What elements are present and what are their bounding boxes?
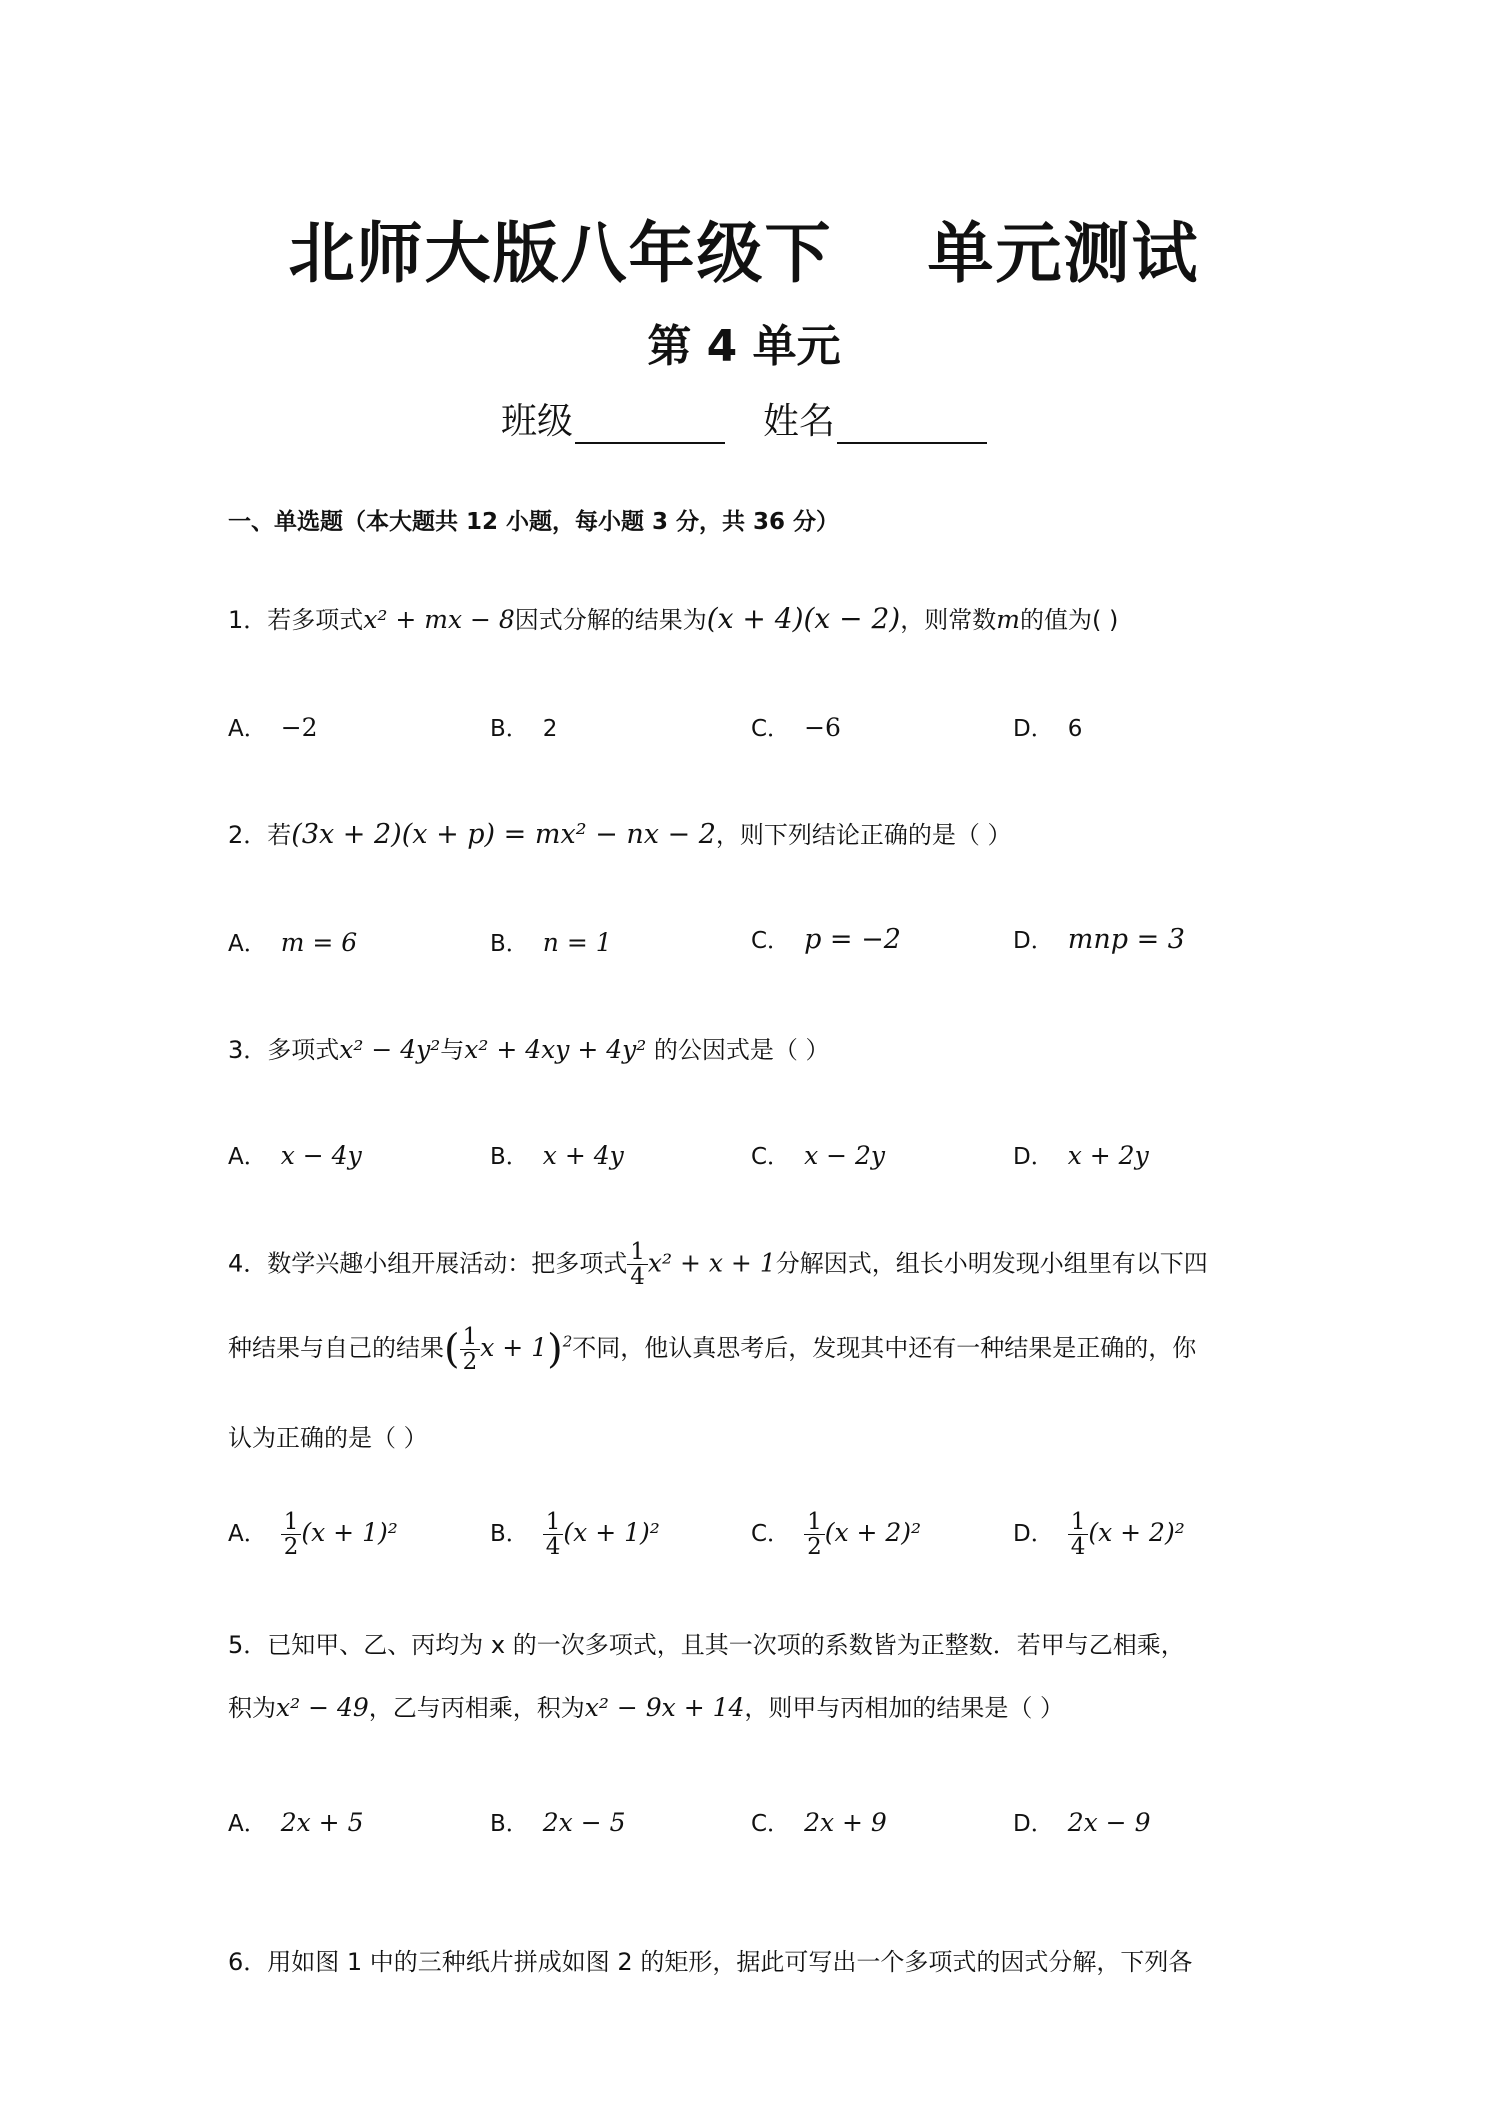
option-label: D．	[1013, 716, 1054, 742]
denominator: 4	[1070, 1534, 1086, 1561]
option-value: −6	[804, 713, 841, 742]
option-value: x − 2y	[804, 1141, 886, 1170]
question-5-line-2	[228, 1688, 1064, 1723]
option-label: A．	[228, 931, 267, 957]
option-b[interactable]	[490, 1138, 624, 1171]
option-label: C．	[751, 716, 791, 742]
question-text: 因式分解的结果为	[514, 606, 707, 634]
option-b[interactable]	[490, 925, 612, 958]
denominator: 2	[807, 1534, 822, 1561]
math-expression: (x + 4)(x − 2)	[706, 602, 901, 635]
question-text: 多项式	[267, 1036, 340, 1064]
question-4-line-1	[228, 1240, 1208, 1289]
option-value: mnp = 3	[1067, 924, 1185, 955]
option-d[interactable]	[1013, 1138, 1149, 1171]
question-text: 与	[440, 1036, 465, 1064]
question-number: 2．	[228, 821, 268, 849]
option-c[interactable]	[751, 1138, 885, 1171]
option-a[interactable]	[228, 925, 357, 958]
option-c[interactable]	[751, 710, 841, 743]
section-heading: 一、单选题（本大题共 12 小题，每小题 3 分，共 36 分）	[228, 509, 840, 535]
fraction	[543, 1510, 564, 1559]
option-c[interactable]	[751, 1510, 921, 1559]
option-a[interactable]	[228, 710, 318, 743]
option-label: D．	[1013, 1521, 1054, 1548]
option-value: 2x − 5	[542, 1808, 626, 1837]
unit-subtitle: 第 4 单元	[647, 321, 841, 372]
option-value: n = 1	[542, 928, 612, 957]
option-value: 2x + 5	[280, 1808, 364, 1837]
numerator: 1	[804, 1510, 825, 1535]
question-6-line-1	[228, 1942, 1192, 1977]
option-label: C．	[751, 928, 791, 954]
math-expression: m	[996, 605, 1020, 634]
math-expression: x² − 4y²	[339, 1035, 441, 1064]
option-label: C．	[751, 1521, 791, 1548]
question-text: 的值为( )	[1019, 606, 1119, 634]
option-b[interactable]	[490, 710, 557, 743]
math-expression: x² + mx − 8	[363, 605, 515, 634]
math-expression: (3x + 2)(x + p) = mx² − nx − 2	[291, 819, 716, 850]
question-text: 种结果与自己的结果	[228, 1334, 444, 1363]
option-label: B．	[490, 1521, 529, 1548]
option-tail: (x + 2)²	[824, 1518, 922, 1548]
option-label: A．	[228, 1521, 267, 1548]
option-d[interactable]	[1013, 710, 1082, 743]
student-info	[0, 393, 1488, 444]
option-label: B．	[490, 1811, 529, 1837]
numerator: 1	[543, 1510, 564, 1535]
option-d[interactable]	[1013, 1805, 1150, 1838]
denominator: 2	[462, 1349, 478, 1376]
fraction	[460, 1325, 481, 1374]
class-blank	[575, 406, 725, 444]
numerator: 1	[627, 1240, 648, 1265]
option-tail: (x + 1)²	[301, 1518, 398, 1548]
question-text: 若	[267, 821, 292, 849]
name-blank	[837, 406, 987, 444]
option-value: m = 6	[280, 928, 358, 957]
question-number: 3．	[228, 1036, 268, 1064]
question-1	[228, 600, 1118, 635]
option-label: C．	[751, 1144, 791, 1170]
math-expression: x² + 4xy + 4y²	[464, 1035, 647, 1064]
option-label: A．	[228, 716, 267, 742]
numerator: 1	[281, 1510, 302, 1535]
option-label: B．	[490, 716, 529, 742]
denominator: 2	[283, 1534, 299, 1561]
math-expression: x² − 9x + 14	[584, 1693, 745, 1722]
option-value: 2x + 9	[804, 1808, 887, 1837]
option-a[interactable]	[228, 1805, 364, 1838]
fraction	[804, 1510, 825, 1559]
class-label: 班级	[500, 401, 573, 442]
option-label: A．	[228, 1811, 267, 1837]
numerator: 1	[1068, 1510, 1089, 1535]
option-label: A．	[228, 1144, 267, 1170]
page-title	[0, 200, 1488, 295]
question-text: 用如图 1 中的三种纸片拼成如图 2 的矩形，据此可写出一个多项式的因式分解，下列各	[267, 1948, 1193, 1976]
question-text: ，则常数	[900, 606, 997, 634]
math-expression: x² + x + 1	[647, 1248, 776, 1278]
option-value: 6	[1067, 716, 1083, 742]
option-value: −2	[280, 713, 318, 742]
question-5-line-1	[228, 1625, 1185, 1660]
option-b[interactable]	[490, 1510, 660, 1559]
denominator: 4	[545, 1534, 561, 1561]
question-number: 4．	[228, 1249, 268, 1278]
option-label: B．	[490, 1144, 529, 1170]
question-text: 数学兴趣小组开展活动：把多项式	[267, 1249, 628, 1278]
question-number: 5．	[228, 1631, 268, 1659]
question-text: ，则甲与丙相加的结果是（ ）	[744, 1694, 1065, 1722]
name-label: 姓名	[763, 401, 836, 442]
option-value: 2x − 9	[1067, 1808, 1151, 1837]
question-text: ，则下列结论正确的是（ ）	[715, 821, 1012, 849]
option-a[interactable]	[228, 1138, 362, 1171]
question-number: 1．	[228, 606, 268, 634]
option-value	[1068, 1509, 1185, 1561]
option-c[interactable]	[751, 922, 901, 955]
title-part-1: 北师大版八年级下	[288, 215, 833, 292]
math-expression-tail: x + 1	[480, 1333, 548, 1363]
question-text: 积为	[228, 1694, 276, 1722]
question-text: 若多项式	[267, 606, 364, 634]
option-label: D．	[1013, 1144, 1054, 1170]
option-value: x + 4y	[542, 1141, 624, 1170]
question-4-line-3: 认为正确的是（ ）	[228, 1424, 428, 1452]
option-value	[543, 1509, 660, 1561]
option-value: x + 2y	[1067, 1141, 1149, 1170]
option-b[interactable]	[490, 1805, 626, 1838]
option-d[interactable]	[1013, 1510, 1185, 1559]
title-part-2: 单元测试	[927, 215, 1200, 292]
question-4-line-2	[228, 1325, 1196, 1374]
question-text: 不同，他认真思考后，发现其中还有一种结果是正确的，你	[572, 1334, 1197, 1363]
option-tail: (x + 1)²	[563, 1518, 660, 1548]
fraction	[281, 1510, 302, 1559]
fraction	[627, 1240, 648, 1289]
option-a[interactable]	[228, 1510, 398, 1559]
question-2	[228, 815, 1012, 850]
option-label: C．	[751, 1811, 791, 1837]
denominator: 4	[630, 1264, 645, 1291]
option-value: p = −2	[804, 924, 901, 955]
option-label: D．	[1013, 1811, 1054, 1837]
math-expression: ( $\frac{1}{2}$ x + 1)$^2$	[444, 1324, 573, 1376]
question-3	[228, 1030, 830, 1065]
option-value: 2	[542, 716, 558, 742]
fraction	[1068, 1510, 1089, 1559]
question-number: 6．	[228, 1948, 268, 1976]
option-value	[281, 1509, 398, 1561]
option-d[interactable]	[1013, 922, 1185, 955]
numerator: 1	[460, 1325, 481, 1350]
option-label: D．	[1013, 928, 1054, 954]
option-value: x − 4y	[280, 1141, 362, 1170]
question-text: 已知甲、乙、丙均为 x 的一次多项式，且其一次项的系数皆为正整数．若甲与乙相乘，	[267, 1631, 1185, 1659]
math-expression: x² − 49	[276, 1693, 369, 1722]
question-text: 分解因式，组长小明发现小组里有以下四	[775, 1249, 1208, 1278]
option-value	[804, 1509, 922, 1561]
question-text: 的公因式是（ ）	[646, 1036, 830, 1064]
question-text: ，乙与丙相乘，积为	[368, 1694, 585, 1722]
option-c[interactable]	[751, 1805, 887, 1838]
option-tail: (x + 2)²	[1088, 1518, 1185, 1548]
option-label: B．	[490, 931, 529, 957]
